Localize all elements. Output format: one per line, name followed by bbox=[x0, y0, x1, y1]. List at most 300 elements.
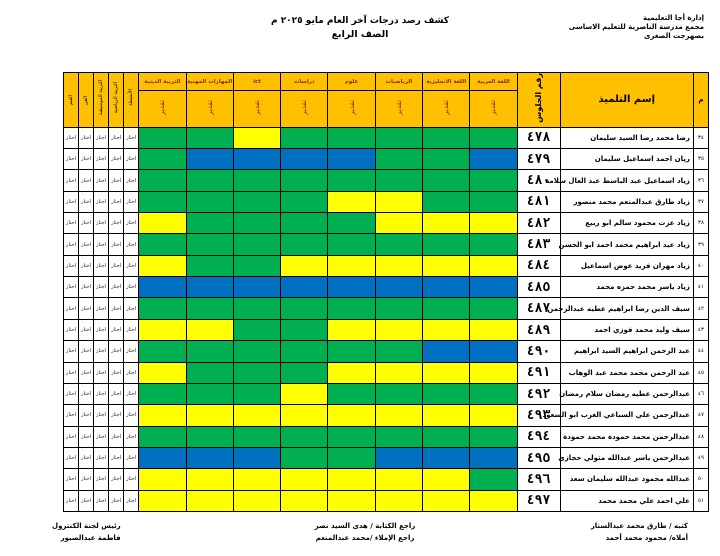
row-index: ٣٧ bbox=[693, 191, 708, 212]
activity-cell: اجتاز bbox=[94, 127, 109, 148]
student-name: عبدالرحمن عطيه رمضان سلام رمضان bbox=[560, 383, 693, 404]
activity-cell: اجتاز bbox=[109, 149, 124, 170]
grade-cell bbox=[423, 405, 470, 426]
grade-cell bbox=[423, 426, 470, 447]
activity-cell: اجتاز bbox=[109, 277, 124, 298]
grade-cell bbox=[233, 213, 280, 234]
grade-cell bbox=[139, 469, 186, 490]
grade-cell bbox=[375, 447, 422, 468]
activity-cell: اجتاز bbox=[124, 234, 139, 255]
table-row bbox=[64, 447, 709, 468]
grade-cell bbox=[423, 191, 470, 212]
activity-cell: اجتاز bbox=[124, 127, 139, 148]
admin-line-1: إدارة أجا التعليمية bbox=[643, 14, 704, 22]
table-row bbox=[64, 127, 709, 148]
grade-cell bbox=[470, 170, 517, 191]
activity-header bbox=[109, 73, 124, 128]
activity-header-label: الفن bbox=[83, 96, 90, 106]
subject-header: ict bbox=[233, 73, 280, 91]
grade-cell bbox=[186, 362, 233, 383]
grade-cell bbox=[328, 362, 375, 383]
grade-cell bbox=[470, 383, 517, 404]
grade-cell bbox=[139, 319, 186, 340]
row-index: ٤٩ bbox=[693, 447, 708, 468]
grades-table bbox=[63, 72, 709, 512]
grade-cell bbox=[375, 362, 422, 383]
row-index: ٤٥ bbox=[693, 362, 708, 383]
row-index: ٤٠ bbox=[693, 255, 708, 276]
grade-cell bbox=[470, 362, 517, 383]
table-row bbox=[64, 383, 709, 404]
activity-cell: اجتاز bbox=[79, 405, 94, 426]
activity-cell: اجتاز bbox=[94, 426, 109, 447]
grade-cell bbox=[470, 298, 517, 319]
table-row bbox=[64, 319, 709, 340]
grade-cell bbox=[423, 149, 470, 170]
activity-cell: اجتاز bbox=[64, 490, 79, 511]
grade-cell bbox=[328, 447, 375, 468]
footer-writer bbox=[591, 520, 688, 544]
activity-cell: اجتاز bbox=[124, 170, 139, 191]
grade-label: تقدير bbox=[347, 99, 356, 115]
seat-number: ٤٧٨ bbox=[517, 127, 560, 148]
grade-cell bbox=[470, 234, 517, 255]
grade-cell bbox=[186, 255, 233, 276]
activity-cell: اجتاز bbox=[64, 298, 79, 319]
activity-cell: اجتاز bbox=[109, 191, 124, 212]
activity-cell: اجتاز bbox=[109, 383, 124, 404]
grade-cell bbox=[470, 149, 517, 170]
grade-cell bbox=[328, 341, 375, 362]
subject-header: اللغة الانجليزية bbox=[423, 73, 470, 91]
grade-cell bbox=[470, 213, 517, 234]
grade-cell bbox=[375, 469, 422, 490]
grade-cell bbox=[470, 447, 517, 468]
activity-cell: اجتاز bbox=[109, 469, 124, 490]
student-name: علي احمد علي محمد محمد bbox=[560, 490, 693, 511]
activity-cell: اجتاز bbox=[79, 341, 94, 362]
activity-cell: اجتاز bbox=[79, 149, 94, 170]
grade-cell bbox=[186, 341, 233, 362]
grade-cell bbox=[186, 213, 233, 234]
grade-label: تقدير bbox=[300, 99, 309, 115]
grade-cell bbox=[328, 191, 375, 212]
activity-cell: اجتاز bbox=[94, 362, 109, 383]
grade-cell bbox=[328, 149, 375, 170]
dictator-line: أملاه/ محمود محمد أحمد bbox=[605, 534, 688, 542]
activity-cell: اجتاز bbox=[64, 469, 79, 490]
seat-number: ٤٨٢ bbox=[517, 213, 560, 234]
report-title: كشف رصد درجات آخر العام مايو ٢٠٢٥ م bbox=[270, 16, 450, 26]
table-row bbox=[64, 170, 709, 191]
row-index: ٥١ bbox=[693, 490, 708, 511]
activity-cell: اجتاز bbox=[109, 255, 124, 276]
activity-cell: اجتاز bbox=[124, 277, 139, 298]
student-name: رضا محمد رضا السيد سليمان bbox=[560, 127, 693, 148]
row-index: ٤٢ bbox=[693, 298, 708, 319]
grade-cell bbox=[328, 490, 375, 511]
grade-cell bbox=[328, 127, 375, 148]
grade-cell bbox=[470, 191, 517, 212]
activity-cell: اجتاز bbox=[124, 319, 139, 340]
activity-cell: اجتاز bbox=[79, 447, 94, 468]
seat-number: ٤٨٠ bbox=[517, 170, 560, 191]
report-title-block bbox=[260, 14, 460, 42]
grade-cell bbox=[375, 255, 422, 276]
grade-cell bbox=[186, 170, 233, 191]
activity-header-label: التربية الرياضية bbox=[113, 82, 120, 114]
grade-cell bbox=[375, 341, 422, 362]
name-header: إسم التلميذ bbox=[560, 73, 693, 128]
activity-cell: اجتاز bbox=[124, 426, 139, 447]
school-header bbox=[569, 14, 704, 41]
grade-cell bbox=[470, 426, 517, 447]
grade-cell bbox=[233, 383, 280, 404]
table-row bbox=[64, 362, 709, 383]
grade-cell bbox=[470, 490, 517, 511]
grade-cell bbox=[186, 447, 233, 468]
activity-cell: اجتاز bbox=[64, 191, 79, 212]
activity-cell: اجتاز bbox=[94, 191, 109, 212]
grade-label: تقدير bbox=[489, 99, 498, 115]
grade-cell bbox=[233, 490, 280, 511]
grade-cell bbox=[470, 277, 517, 298]
grade-cell bbox=[186, 426, 233, 447]
activity-cell: اجتاز bbox=[124, 213, 139, 234]
grade-cell bbox=[233, 170, 280, 191]
seat-number: ٤٩٣ bbox=[517, 405, 560, 426]
grade-cell bbox=[281, 277, 328, 298]
student-name: زياد اسماعيل عبد الباسط عبد العال سلامه bbox=[560, 170, 693, 191]
grade-cell bbox=[233, 447, 280, 468]
seat-number: ٤٨٧ bbox=[517, 298, 560, 319]
table-row bbox=[64, 341, 709, 362]
activity-cell: اجتاز bbox=[64, 426, 79, 447]
grade-cell bbox=[423, 255, 470, 276]
grade-cell bbox=[423, 490, 470, 511]
subject-header: دراسات bbox=[281, 73, 328, 91]
student-name: عبدالله محمود عبدالله سليمان سعد bbox=[560, 469, 693, 490]
grade-cell bbox=[375, 298, 422, 319]
grade-cell bbox=[233, 255, 280, 276]
grade-cell bbox=[375, 234, 422, 255]
activity-header bbox=[64, 73, 79, 128]
table-row bbox=[64, 213, 709, 234]
activity-cell: اجتاز bbox=[124, 255, 139, 276]
student-name: عبدالرحمن محمد حمودة محمد حمودة bbox=[560, 426, 693, 447]
activity-cell: اجتاز bbox=[94, 213, 109, 234]
grade-cell bbox=[233, 319, 280, 340]
grade-cell bbox=[139, 341, 186, 362]
grade-cell bbox=[423, 170, 470, 191]
dictation-reviewer-line: راجع الإملاء /محمد عبدالمنعم bbox=[315, 534, 415, 542]
activity-cell: اجتاز bbox=[94, 277, 109, 298]
activity-cell: اجتاز bbox=[94, 298, 109, 319]
activity-cell: اجتاز bbox=[109, 170, 124, 191]
activity-cell: اجتاز bbox=[124, 405, 139, 426]
control-head-title: رئيس لجنة الكنترول bbox=[52, 522, 121, 530]
seat-number: ٤٩٤ bbox=[517, 426, 560, 447]
activity-cell: اجتاز bbox=[79, 234, 94, 255]
activity-cell: اجتاز bbox=[109, 341, 124, 362]
grade-cell bbox=[375, 383, 422, 404]
grade-cell bbox=[375, 127, 422, 148]
row-index: ٤١ bbox=[693, 277, 708, 298]
activity-cell: اجتاز bbox=[79, 298, 94, 319]
grade-cell bbox=[375, 191, 422, 212]
activity-cell: اجتاز bbox=[94, 255, 109, 276]
activity-cell: اجتاز bbox=[124, 191, 139, 212]
seat-number: ٤٩٦ bbox=[517, 469, 560, 490]
table-row bbox=[64, 405, 709, 426]
grade-cell bbox=[186, 191, 233, 212]
seat-number: ٤٨٩ bbox=[517, 319, 560, 340]
seat-number: ٤٩١ bbox=[517, 362, 560, 383]
grade-cell bbox=[281, 319, 328, 340]
grade-cell bbox=[375, 277, 422, 298]
grade-cell bbox=[281, 469, 328, 490]
grade-cell bbox=[328, 277, 375, 298]
subject-header: التربية الدينية bbox=[139, 73, 186, 91]
grade-label-cell bbox=[233, 91, 280, 128]
grade-cell bbox=[233, 277, 280, 298]
seat-number: ٤٩٥ bbox=[517, 447, 560, 468]
grade-cell bbox=[328, 383, 375, 404]
activity-cell: اجتاز bbox=[109, 447, 124, 468]
activity-cell: اجتاز bbox=[64, 234, 79, 255]
grade-cell bbox=[281, 127, 328, 148]
grade-cell bbox=[233, 426, 280, 447]
seat-number: ٤٩٠ bbox=[517, 341, 560, 362]
grade-label-cell bbox=[281, 91, 328, 128]
activity-header-label: القيم bbox=[68, 95, 75, 106]
activity-cell: اجتاز bbox=[124, 383, 139, 404]
table-row bbox=[64, 234, 709, 255]
grade-label-cell bbox=[328, 91, 375, 128]
grade-cell bbox=[328, 213, 375, 234]
grade-cell bbox=[139, 277, 186, 298]
grade-cell bbox=[139, 405, 186, 426]
row-index: ٤٧ bbox=[693, 405, 708, 426]
activity-cell: اجتاز bbox=[79, 170, 94, 191]
grade-cell bbox=[423, 362, 470, 383]
activity-cell: اجتاز bbox=[64, 170, 79, 191]
activity-cell: اجتاز bbox=[124, 341, 139, 362]
activity-cell: اجتاز bbox=[94, 469, 109, 490]
activity-cell: اجتاز bbox=[64, 447, 79, 468]
grade-cell bbox=[470, 469, 517, 490]
activity-cell: اجتاز bbox=[124, 149, 139, 170]
grade-label: تقدير bbox=[158, 99, 167, 115]
row-index: ٤٣ bbox=[693, 319, 708, 340]
activity-cell: اجتاز bbox=[124, 298, 139, 319]
grade-cell bbox=[186, 149, 233, 170]
activity-cell: اجتاز bbox=[94, 234, 109, 255]
activity-cell: اجتاز bbox=[79, 426, 94, 447]
activity-cell: اجتاز bbox=[109, 127, 124, 148]
row-index: ٣٥ bbox=[693, 149, 708, 170]
grade-label: تقدير bbox=[252, 99, 261, 115]
row-index: ٥٠ bbox=[693, 469, 708, 490]
activity-cell: اجتاز bbox=[94, 490, 109, 511]
grade-cell bbox=[328, 319, 375, 340]
row-index: ٣٦ bbox=[693, 170, 708, 191]
footer-control-head bbox=[52, 520, 121, 544]
grade-cell bbox=[186, 127, 233, 148]
row-index: ٣٨ bbox=[693, 213, 708, 234]
grade-cell bbox=[186, 277, 233, 298]
row-index: ٤٦ bbox=[693, 383, 708, 404]
activity-header bbox=[124, 73, 139, 128]
activity-header-label: الأنشطة bbox=[128, 89, 135, 107]
activity-header bbox=[79, 73, 94, 128]
activity-cell: اجتاز bbox=[94, 383, 109, 404]
grade-cell bbox=[375, 405, 422, 426]
grade-cell bbox=[139, 490, 186, 511]
grade-cell bbox=[470, 341, 517, 362]
grade-cell bbox=[423, 213, 470, 234]
activity-cell: اجتاز bbox=[109, 426, 124, 447]
grade-label: تقدير bbox=[442, 99, 451, 115]
activity-cell: اجتاز bbox=[79, 469, 94, 490]
row-index: ٣٩ bbox=[693, 234, 708, 255]
activity-cell: اجتاز bbox=[94, 149, 109, 170]
grade-cell bbox=[423, 234, 470, 255]
table-row bbox=[64, 469, 709, 490]
grade-cell bbox=[233, 127, 280, 148]
table-row bbox=[64, 426, 709, 447]
grade-label: تقدير bbox=[394, 99, 403, 115]
admin-line-2: مجمع مدرسة الناصرية للتعليم الاساسى bbox=[568, 23, 704, 31]
grade-label-cell bbox=[470, 91, 517, 128]
grade-cell bbox=[281, 341, 328, 362]
grade-cell bbox=[328, 426, 375, 447]
activity-cell: اجتاز bbox=[79, 277, 94, 298]
grade-cell bbox=[281, 426, 328, 447]
table-row bbox=[64, 490, 709, 511]
grade-cell bbox=[328, 255, 375, 276]
grade-cell bbox=[328, 170, 375, 191]
seat-number: ٤٩٢ bbox=[517, 383, 560, 404]
activity-cell: اجتاز bbox=[79, 362, 94, 383]
seat-number: ٤٧٩ bbox=[517, 149, 560, 170]
activity-cell: اجتاز bbox=[64, 319, 79, 340]
grade-label-cell bbox=[139, 91, 186, 128]
grade-cell bbox=[470, 255, 517, 276]
grade-cell bbox=[423, 319, 470, 340]
grade-cell bbox=[139, 298, 186, 319]
grade-cell bbox=[139, 191, 186, 212]
student-name: عبد الرحمن ابراهيم السيد ابراهيم bbox=[560, 341, 693, 362]
seat-number: ٤٨١ bbox=[517, 191, 560, 212]
activity-cell: اجتاز bbox=[64, 149, 79, 170]
control-head-name: فاطمة عبدالصبور bbox=[60, 534, 121, 542]
grade-label: تقدير bbox=[205, 99, 214, 115]
activity-cell: اجتاز bbox=[64, 255, 79, 276]
activity-cell: اجتاز bbox=[64, 405, 79, 426]
activity-cell: اجتاز bbox=[64, 127, 79, 148]
grade-cell bbox=[375, 319, 422, 340]
grade-cell bbox=[139, 149, 186, 170]
activity-cell: اجتاز bbox=[64, 383, 79, 404]
grade-cell bbox=[186, 469, 233, 490]
activity-header bbox=[94, 73, 109, 128]
grade-cell bbox=[375, 170, 422, 191]
grade-cell bbox=[375, 149, 422, 170]
seat-number: ٤٨٣ bbox=[517, 234, 560, 255]
grade-cell bbox=[186, 490, 233, 511]
student-name: عبد الرحمن محمد محمد عبد الوهاب bbox=[560, 362, 693, 383]
grade-cell bbox=[281, 447, 328, 468]
footer-reviewers bbox=[300, 520, 430, 544]
grade-cell bbox=[328, 234, 375, 255]
activity-cell: اجتاز bbox=[79, 490, 94, 511]
seat-header-label: رقم الجلوس bbox=[534, 73, 544, 123]
activity-cell: اجتاز bbox=[64, 341, 79, 362]
grade-cell bbox=[423, 298, 470, 319]
index-header: م bbox=[693, 73, 708, 128]
grade-cell bbox=[281, 383, 328, 404]
grade-cell bbox=[281, 405, 328, 426]
grade-cell bbox=[470, 127, 517, 148]
seat-number: ٤٨٤ bbox=[517, 255, 560, 276]
activity-cell: اجتاز bbox=[79, 191, 94, 212]
activity-cell: اجتاز bbox=[94, 447, 109, 468]
grade-cell bbox=[470, 405, 517, 426]
activity-cell: اجتاز bbox=[94, 341, 109, 362]
row-index: ٣٤ bbox=[693, 127, 708, 148]
grade-cell bbox=[233, 362, 280, 383]
activity-cell: اجتاز bbox=[64, 277, 79, 298]
activity-cell: اجتاز bbox=[109, 213, 124, 234]
subject-header: اللغة العربية bbox=[470, 73, 517, 91]
activity-cell: اجتاز bbox=[79, 319, 94, 340]
writing-reviewer-line: راجع الكتابة / هدى السيد نصر bbox=[314, 522, 416, 530]
activity-cell: اجتاز bbox=[79, 127, 94, 148]
activity-cell: اجتاز bbox=[94, 405, 109, 426]
activity-cell: اجتاز bbox=[109, 234, 124, 255]
grade-label-cell bbox=[186, 91, 233, 128]
grade-cell bbox=[375, 490, 422, 511]
grade-cell bbox=[186, 234, 233, 255]
subject-header: الرياضيات bbox=[375, 73, 422, 91]
student-name: زياد عزت محمود سالم ابو ربيع bbox=[560, 213, 693, 234]
activity-cell: اجتاز bbox=[124, 362, 139, 383]
grade-cell bbox=[281, 213, 328, 234]
grade-cell bbox=[186, 298, 233, 319]
grade-cell bbox=[423, 277, 470, 298]
grade-cell bbox=[233, 341, 280, 362]
grade-cell bbox=[281, 490, 328, 511]
activity-cell: اجتاز bbox=[64, 213, 79, 234]
student-name: ريان احمد اسماعيل سليمان bbox=[560, 149, 693, 170]
grade-cell bbox=[139, 426, 186, 447]
table-row bbox=[64, 149, 709, 170]
activity-cell: اجتاز bbox=[79, 255, 94, 276]
student-name: زياد طارق عبدالمنعم محمد منصور bbox=[560, 191, 693, 212]
activity-cell: اجتاز bbox=[109, 298, 124, 319]
grade-cell bbox=[139, 255, 186, 276]
grade-cell bbox=[139, 170, 186, 191]
subject-header: المهارات المهنية bbox=[186, 73, 233, 91]
writer-line: كتبه / طارق محمد عبدالستار bbox=[590, 522, 688, 530]
activity-cell: اجتاز bbox=[124, 490, 139, 511]
table-row bbox=[64, 191, 709, 212]
activity-cell: اجتاز bbox=[79, 213, 94, 234]
seat-number: ٤٩٧ bbox=[517, 490, 560, 511]
grade-cell bbox=[423, 469, 470, 490]
student-name: زياد ياسر محمد حمزه محمد bbox=[560, 277, 693, 298]
